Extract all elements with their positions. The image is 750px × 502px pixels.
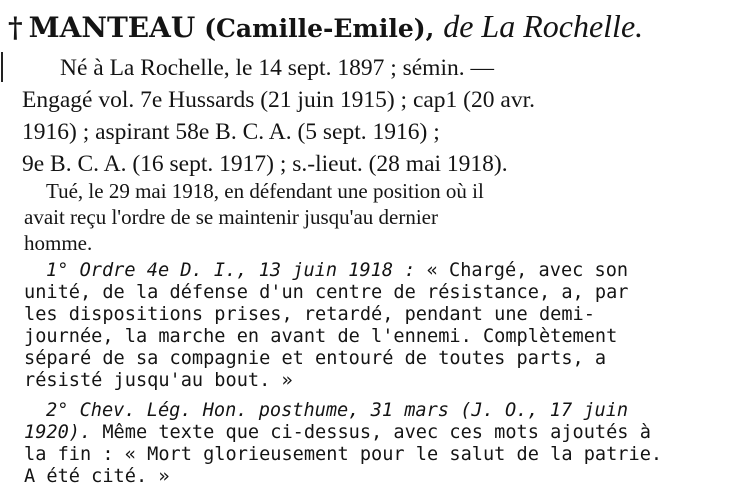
entry-heading — [8, 6, 744, 49]
biography-paragraph — [0, 52, 750, 180]
death-line: Tué, le 29 mai 1918, en défendant une position où il — [46, 179, 484, 203]
citation-line: séparé de sa compagnie et entouré de toutes parts, a — [24, 348, 607, 369]
honour-text: Même texte que ci-dessus, avec ces mots ajoutés à — [91, 422, 651, 443]
honour-line — [24, 422, 750, 444]
citation-line: résisté jusqu'au bout. » — [24, 370, 293, 391]
biography-line: 1916) ; aspirant 58e B. C. A. (5 sept. 1916) ; — [22, 119, 440, 145]
biography-line: 9e B. C. A. (16 sept. 1917) ; s.-lieut. (28 mai 1918). — [22, 151, 508, 177]
death-line: homme. — [24, 231, 93, 255]
citation-line: les dispositions prises, retardé, pendant une demi- — [24, 304, 595, 325]
heading-origin: de La Rochelle. — [443, 8, 644, 44]
cross-icon: † — [8, 11, 23, 44]
death-line: avait reçu l'ordre de se maintenir jusqu'au dernier — [24, 205, 438, 229]
biography-line: Né à La Rochelle, le 14 sept. 1897 ; sémin. — — [60, 55, 494, 81]
citation-line — [46, 260, 750, 282]
heading-surname: MANTEAU — [28, 11, 196, 44]
citation-line: unité, de la défense d'un centre de résistance, a, par — [24, 282, 629, 303]
honour-paragraph — [0, 400, 750, 488]
citation-text: « Chargé, avec son — [415, 260, 629, 281]
heading-given-names: (Camille-Emile), — [204, 14, 435, 43]
biography-line: Engagé vol. 7e Hussards (21 juin 1915) ; cap1 (20 avr. — [22, 87, 535, 113]
honour-line: A été cité. » — [24, 466, 170, 487]
honour-reference-year: 1920). — [24, 422, 92, 443]
death-paragraph — [0, 178, 750, 256]
citation-reference: 1° Ordre 4e D. I., 13 juin 1918 : — [46, 260, 416, 281]
honour-reference: 2° Chev. Lég. Hon. posthume, 31 mars (J. O., 17 juin — [46, 400, 629, 421]
citation-line: journée, la marche en avant de l'ennemi. Complètement — [24, 326, 618, 347]
honour-line: la fin : « Mort glorieusement pour le salut de la patrie. — [24, 444, 663, 465]
citation-paragraph — [0, 260, 750, 392]
